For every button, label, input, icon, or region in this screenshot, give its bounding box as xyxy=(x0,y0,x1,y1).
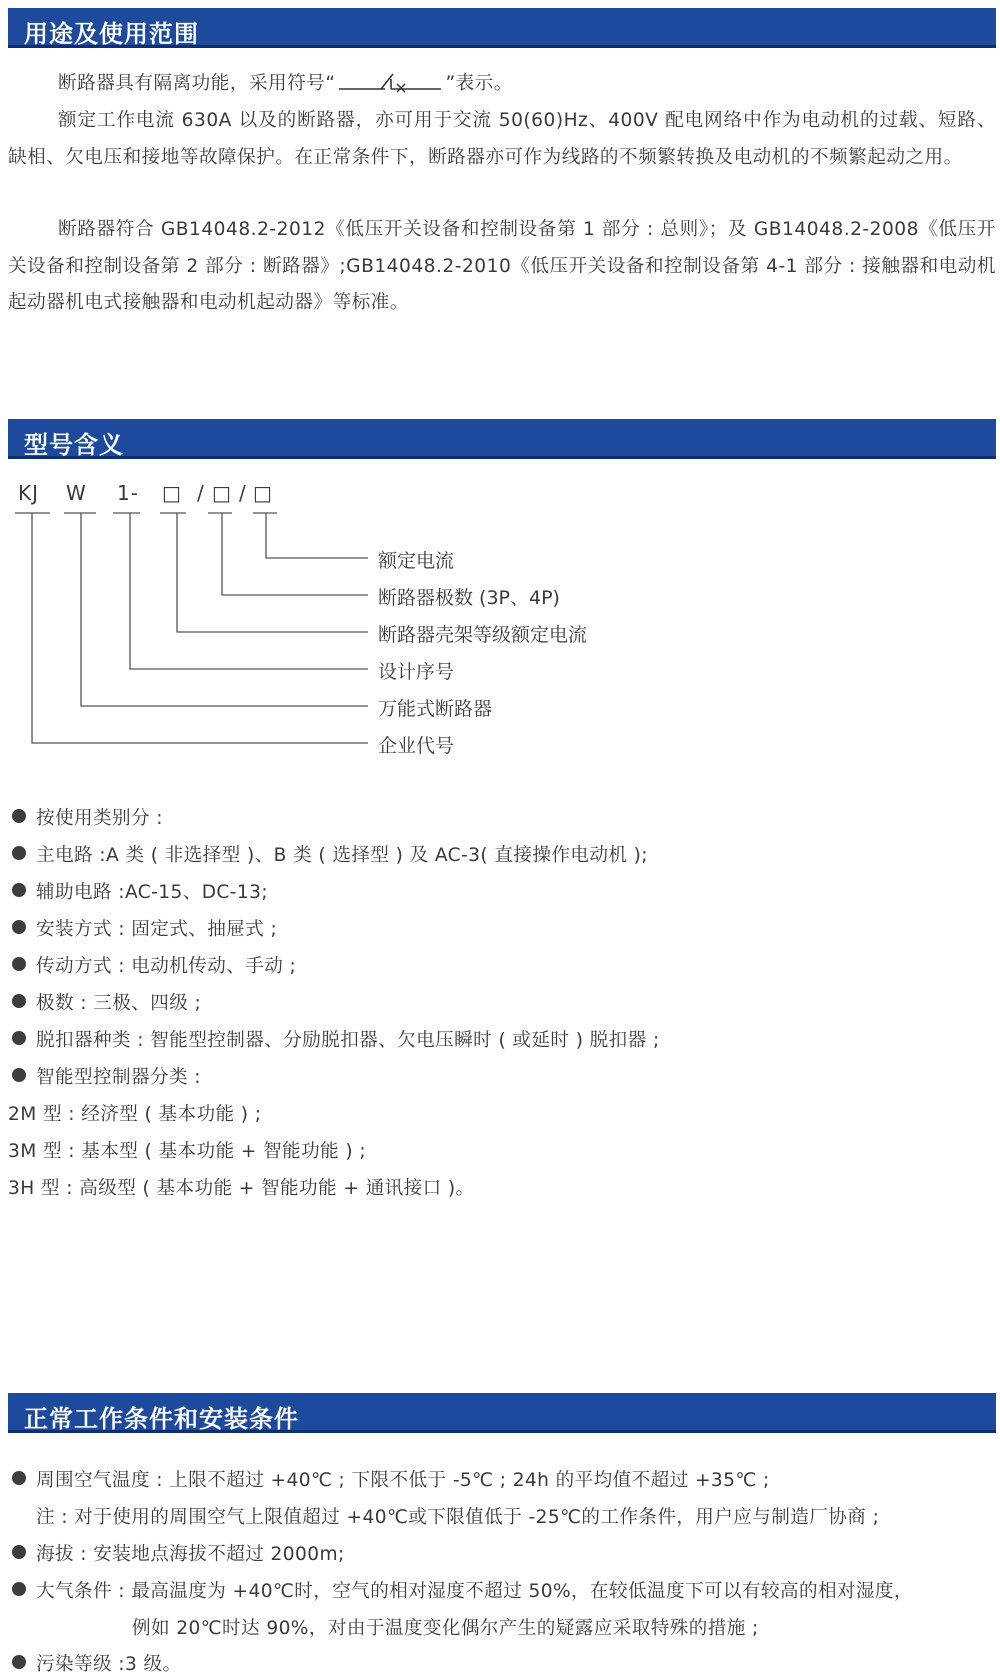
bullet-icon xyxy=(12,1471,26,1485)
list-item: 污染等级 :3 级。 xyxy=(8,1650,181,1676)
list-item: 极数 : 三极、四级 ; xyxy=(8,989,201,1015)
list-item: 海拔 : 安装地点海拔不超过 2000m; xyxy=(8,1540,345,1566)
bullet-icon xyxy=(12,994,26,1008)
bullet-icon xyxy=(12,1068,26,1082)
list-item: 大气条件 : 最高温度为 +40℃时，空气的相对湿度不超过 50%，在较低温度下可以有较高的相对湿度， xyxy=(8,1577,913,1603)
bullet-icon xyxy=(12,1655,26,1669)
note-line: 注 : 对于使用的周围空气上限值超过 +40℃或下限值低于 -25℃的工作条件，用户应与制造厂协商 ; xyxy=(36,1507,880,1528)
model-code-separator: / xyxy=(239,481,247,505)
controller-type-line: 2M 型 : 经济型 ( 基本功能 ) ; xyxy=(8,1104,262,1125)
model-code-serial: 1- xyxy=(117,481,139,505)
paragraph-application: 额定工作电流 630A 以及的断路器，亦可用于交流 50(60)Hz、400V 配电网络中作为电动机的过载、短路、缺相、欠电压和接地等故障保护。在正常条件下，断路器亦可作为线路的不频繁转换及电动机的不频繁起动之用。 xyxy=(8,110,996,168)
model-bracket-diagram xyxy=(0,0,380,760)
list-item: 按使用类别分 : xyxy=(8,804,163,830)
bullet-icon xyxy=(12,846,26,860)
list-item: 辅助电路 :AC-15、DC-13; xyxy=(8,878,268,904)
section-title: 正常工作条件和安装条件 xyxy=(24,1405,299,1433)
bullet-icon xyxy=(12,809,26,823)
model-desc-frame-current: 断路器壳架等级额定电流 xyxy=(378,624,588,646)
list-item: 安装方式 : 固定式、抽屉式 ; xyxy=(8,915,277,941)
model-desc-rated-current: 额定电流 xyxy=(378,550,455,572)
model-code-type: W xyxy=(66,481,87,505)
model-desc-acb-type: 万能式断路器 xyxy=(378,698,493,720)
controller-type-line: 3M 型 : 基本型 ( 基本功能 + 智能功能 ) ; xyxy=(8,1141,367,1162)
controller-type-line: 3H 型 : 高级型 ( 基本功能 + 智能功能 + 通讯接口 )。 xyxy=(8,1178,475,1199)
section-title: 型号含义 xyxy=(24,431,124,459)
list-item: 传动方式 : 电动机传动、手动 ; xyxy=(8,952,296,978)
list-item: 主电路 :A 类 ( 非选择型 )、B 类 ( 选择型 ) 及 AC-3( 直接操作电动机 ); xyxy=(8,841,648,867)
list-item: 智能型控制器分类 : xyxy=(8,1063,201,1089)
paragraph-isolation: 断路器具有隔离功能，采用符号“ ”表示。 xyxy=(58,73,513,94)
model-desc-design-serial: 设计序号 xyxy=(378,661,455,683)
list-item: 周围空气温度 : 上限不超过 +40℃ ; 下限不低于 -5℃ ; 24h 的平均值不超过 +35℃ ; xyxy=(8,1466,770,1492)
bullet-icon xyxy=(12,957,26,971)
model-code-company: KJ xyxy=(18,481,40,505)
model-desc-company-code: 企业代号 xyxy=(378,735,455,757)
bullet-icon xyxy=(12,883,26,897)
section-title: 用途及使用范围 xyxy=(24,20,199,48)
continuation-line: 例如 20℃时达 90%，对由于温度变化偶尔产生的疑露应采取特殊的措施 ; xyxy=(132,1618,759,1639)
bullet-icon xyxy=(12,1582,26,1596)
model-code-poles: □ xyxy=(212,481,232,505)
model-desc-poles: 断路器极数 (3P、4P) xyxy=(378,587,560,609)
model-code-frame-current: □ xyxy=(162,481,182,505)
list-item: 脱扣器种类 : 智能型控制器、分励脱扣器、欠电压瞬时 ( 或延时 ) 脱扣器 ; xyxy=(8,1026,660,1052)
section-header-conditions xyxy=(8,1393,996,1433)
bullet-icon xyxy=(12,1545,26,1559)
model-code-separator: / xyxy=(197,481,205,505)
model-code-rated-current: □ xyxy=(253,481,273,505)
bullet-icon xyxy=(12,1031,26,1045)
paragraph-standards: 断路器符合 GB14048.2-2012《低压开关设备和控制设备第 1 部分 : 总则》；及 GB14048.2-2008《低压开关设备和控制设备第 2 部分 : 断路器》;GB14048.2-2010《低压开关设备和控制设备第 4-1 部分 : 接触器和电动机起动器机电式接触器和电动机起动器》等标准。 xyxy=(8,219,996,314)
bullet-icon xyxy=(12,920,26,934)
